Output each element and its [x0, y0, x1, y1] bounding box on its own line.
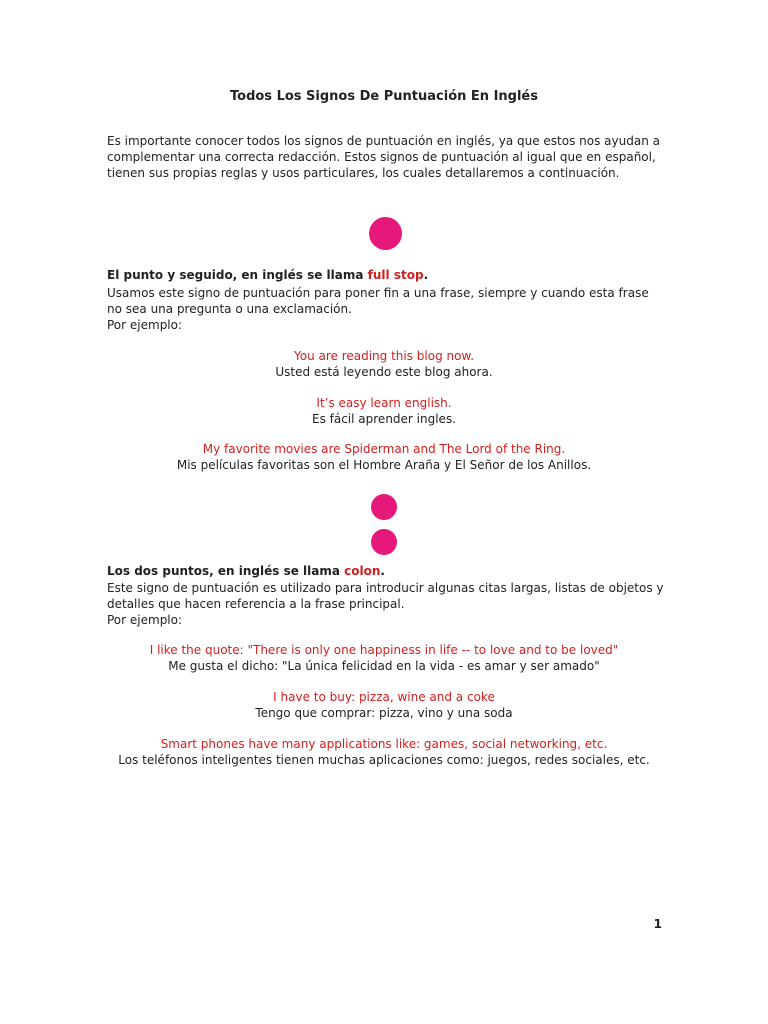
example-english: Smart phones have many applications like: games, social networking, etc.: [160, 737, 608, 751]
example-spanish: Mis películas favoritas son el Hombre Araña y El Señor de los Anillos.: [176, 458, 592, 472]
example-spanish: Me gusta el dicho: "La única felicidad en la vida - es amar y ser amado": [168, 659, 600, 673]
example-english: You are reading this blog now.: [293, 349, 475, 363]
section-heading-prefix: El punto y seguido, en inglés se llama: [107, 268, 368, 282]
example-block: [0, 642, 768, 674]
example-english: My favorite movies are Spiderman and The Lord of the Ring.: [202, 442, 566, 456]
example-spanish: Usted está leyendo este blog ahora.: [275, 365, 493, 379]
example-english: I like the quote: "There is only one happiness in life -- to love and to be loved": [149, 643, 619, 657]
page-title: Todos Los Signos De Puntuación En Inglés: [230, 89, 538, 104]
section-description: Este signo de puntuación es utilizado para introducir algunas citas largas, listas de objetos y detalles que hacen referencia a la frase principal.: [107, 581, 664, 611]
section-term: full stop: [367, 268, 424, 282]
section-description-colon: [107, 580, 667, 628]
example-english: I have to buy: pizza, wine and a coke: [273, 690, 495, 704]
colon-bottom-dot-icon: [371, 529, 397, 555]
intro-paragraph: Es importante conocer todos los signos de puntuación en inglés, ya que estos nos ayudan a complementar una correcta redacción. Estos signos de puntuación al igual que en español, tienen sus propias reglas y usos particulares, los cuales detallaremos a continuación.: [107, 134, 660, 180]
example-block: [0, 736, 768, 768]
example-label: Por ejemplo:: [107, 318, 183, 332]
section-description-full-stop: [107, 285, 667, 333]
example-label: Por ejemplo:: [107, 613, 183, 627]
section-heading-suffix: .: [380, 564, 385, 578]
example-spanish: Es fácil aprender ingles.: [311, 412, 457, 426]
full-stop-dot-icon: [369, 217, 402, 250]
example-spanish: Tengo que comprar: pizza, vino y una soda: [255, 706, 513, 720]
section-heading-full-stop: [107, 268, 428, 282]
example-block: [0, 689, 768, 721]
section-term: colon: [344, 564, 381, 578]
example-block: [0, 348, 768, 380]
section-description: Usamos este signo de puntuación para poner fin a una frase, siempre y cuando esta frase no sea una pregunta o una exclamación.: [107, 286, 649, 316]
section-heading-suffix: .: [423, 268, 429, 282]
section-heading-prefix: Los dos puntos, en inglés se llama: [107, 564, 345, 578]
example-spanish: Los teléfonos inteligentes tienen muchas aplicaciones como: juegos, redes sociales, etc.: [118, 753, 650, 767]
example-block: [0, 395, 768, 427]
colon-top-dot-icon: [371, 494, 397, 520]
page-number: 1: [653, 917, 662, 931]
section-heading-colon: [107, 564, 385, 578]
example-block: [0, 441, 768, 473]
example-english: It’s easy learn english.: [316, 396, 452, 410]
